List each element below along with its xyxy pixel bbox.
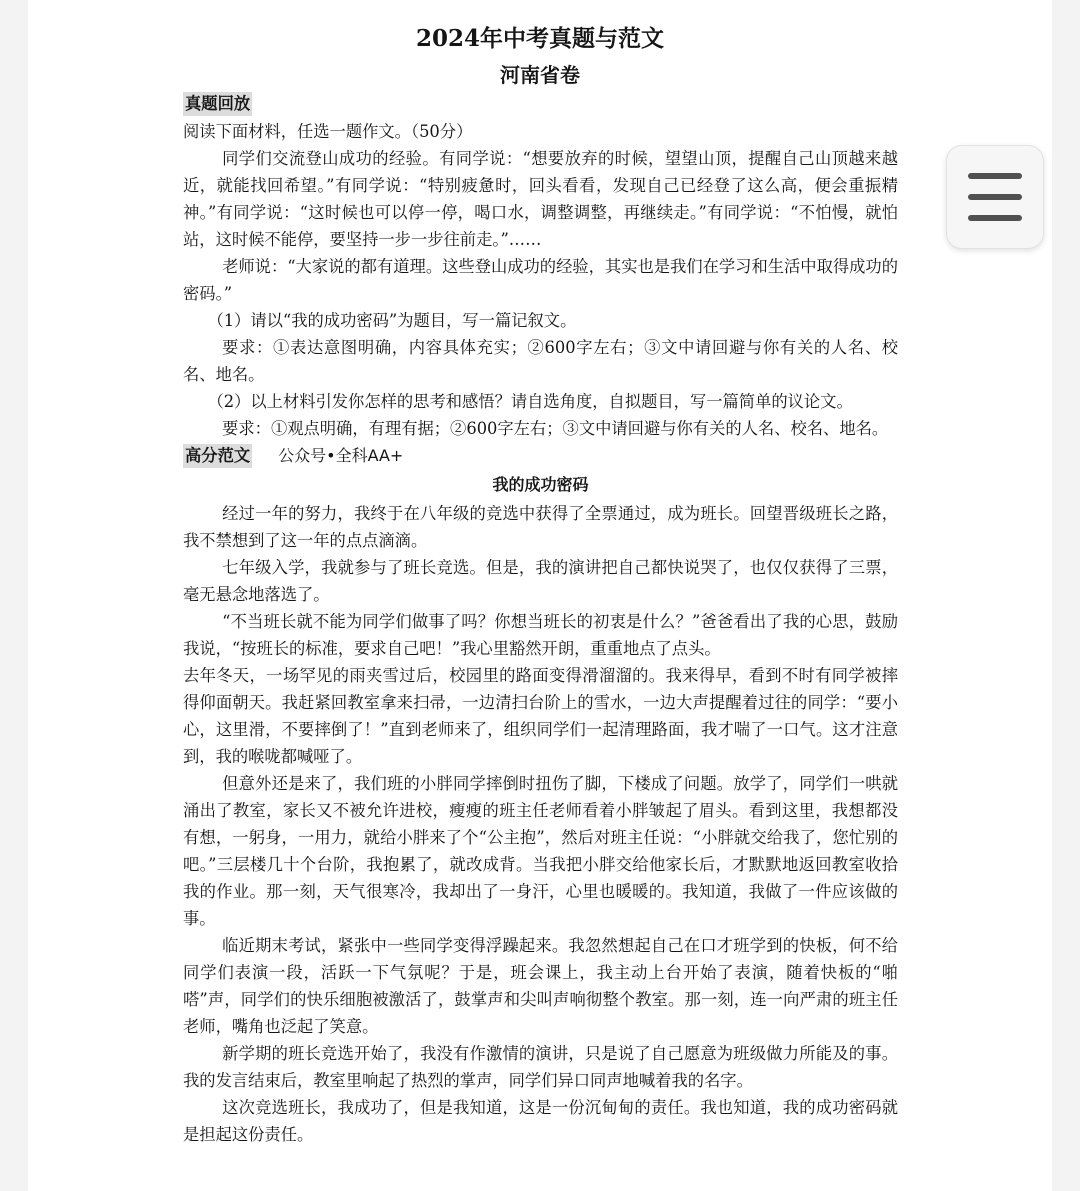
hamburger-menu-icon xyxy=(968,173,1022,221)
exam-task-1: （1）请以“我的成功密码”为题目，写一篇记叙文。 xyxy=(207,311,577,330)
document-body xyxy=(183,90,898,1148)
essay-paragraph: 这次竞选班长，我成功了，但是我知道，这是一份沉甸甸的责任。我也知道，我的成功密码就是担起这份责任。 xyxy=(183,1098,898,1144)
exam-material-paragraph: 同学们交流登山成功的经验。有同学说：“想要放弃的时候，望望山顶，提醒自己山顶越来越近，就能找回希望。”有同学说：“特别疲惫时，回头看看，发现自己已经登了这么高，便会重振精神。”有同学说：“这时候也可以停一停，喝口水，调整调整，再继续走。”有同学说：“不怕慢，就怕站，这时候不能停，要坚持一步一步往前走。”…… xyxy=(183,149,898,249)
exam-task-2: （2）以上材料引发你怎样的思考和感悟？请自选角度，自拟题目，写一篇简单的议论文。 xyxy=(207,392,853,411)
exam-section-label: 真题回放 xyxy=(183,92,252,116)
document-title: 2024年中考真题与范文 xyxy=(415,25,664,52)
exam-task-2-requirements: 要求：①观点明确，有理有据；②600字左右；③文中请回避与你有关的人名、校名、地名。 xyxy=(222,419,889,438)
exam-task-1-requirements: 要求：①表达意图明确，内容具体充实；②600字左右；③文中请回避与你有关的人名、校名、地名。 xyxy=(183,338,898,384)
essay-section-label: 高分范文 xyxy=(183,444,252,468)
essay-section-header xyxy=(183,442,898,470)
essay-paragraph: 去年冬天，一场罕见的雨夹雪过后，校园里的路面变得滑溜溜的。我来得早，看到不时有同学被摔得仰面朝天。我赶紧回教室拿来扫帚，一边清扫台阶上的雪水，一边大声提醒着过往的同学：“要小心，这里滑，不要摔倒了！”直到老师来了，组织同学们一起清理路面，我才喘了一口气。这才注意到，我的喉咙都喊哑了。 xyxy=(183,666,898,766)
exam-section-header xyxy=(183,90,898,118)
exam-intro: 阅读下面材料，任选一题作文。（50分） xyxy=(183,122,473,141)
essay-paragraph: “不当班长就不能为同学们做事了吗？你想当班长的初衷是什么？”爸爸看出了我的心思，鼓励我说，“按班长的标准，要求自己吧！”我心里豁然开朗，重重地点了点头。 xyxy=(183,612,898,658)
essay-title: 我的成功密码 xyxy=(492,475,589,494)
essay-paragraph: 新学期的班长竞选开始了，我没有作激情的演讲，只是说了自己愿意为班级做力所能及的事。我的发言结束后，教室里响起了热烈的掌声，同学们异口同声地喊着我的名字。 xyxy=(183,1044,898,1090)
essay-paragraph: 但意外还是来了，我们班的小胖同学摔倒时扭伤了脚，下楼成了问题。放学了，同学们一哄就涌出了教室，家长又不被允许进校，瘦瘦的班主任老师看着小胖皱起了眉头。看到这里，我想都没有想，一躬身，一用力，就给小胖来了个“公主抱”，然后对班主任说：“小胖就交给我了，您忙别的吧。”三层楼几十个台阶，我抱累了，就改成背。当我把小胖交给他家长后，才默默地返回教室收拾我的作业。那一刻，天气很寒冷，我却出了一身汗，心里也暖暖的。我知道，我做了一件应该做的事。 xyxy=(183,774,898,928)
essay-paragraph: 经过一年的努力，我终于在八年级的竞选中获得了全票通过，成为班长。回望晋级班长之路，我不禁想到了这一年的点点滴滴。 xyxy=(183,504,898,550)
wechat-account-text: 公众号•全科AA+ xyxy=(278,446,404,465)
essay-paragraph: 七年级入学，我就参与了班长竞选。但是，我的演讲把自己都快说哭了，也仅仅获得了三票，毫无悬念地落选了。 xyxy=(183,558,898,604)
document-subtitle: 河南省卷 xyxy=(500,63,580,87)
menu-button[interactable] xyxy=(946,145,1044,249)
essay-paragraph: 临近期末考试，紧张中一些同学变得浮躁起来。我忽然想起自己在口才班学到的快板，何不给同学们表演一段，活跃一下气氛呢？于是，班会课上，我主动上台开始了表演，随着快板的“啪嗒”声，同学们的快乐细胞被激活了，鼓掌声和尖叫声响彻整个教室。那一刻，连一向严肃的班主任老师，嘴角也泛起了笑意。 xyxy=(183,936,898,1036)
exam-material-paragraph: 老师说：“大家说的都有道理。这些登山成功的经验，其实也是我们在学习和生活中取得成功的密码。” xyxy=(183,257,898,303)
